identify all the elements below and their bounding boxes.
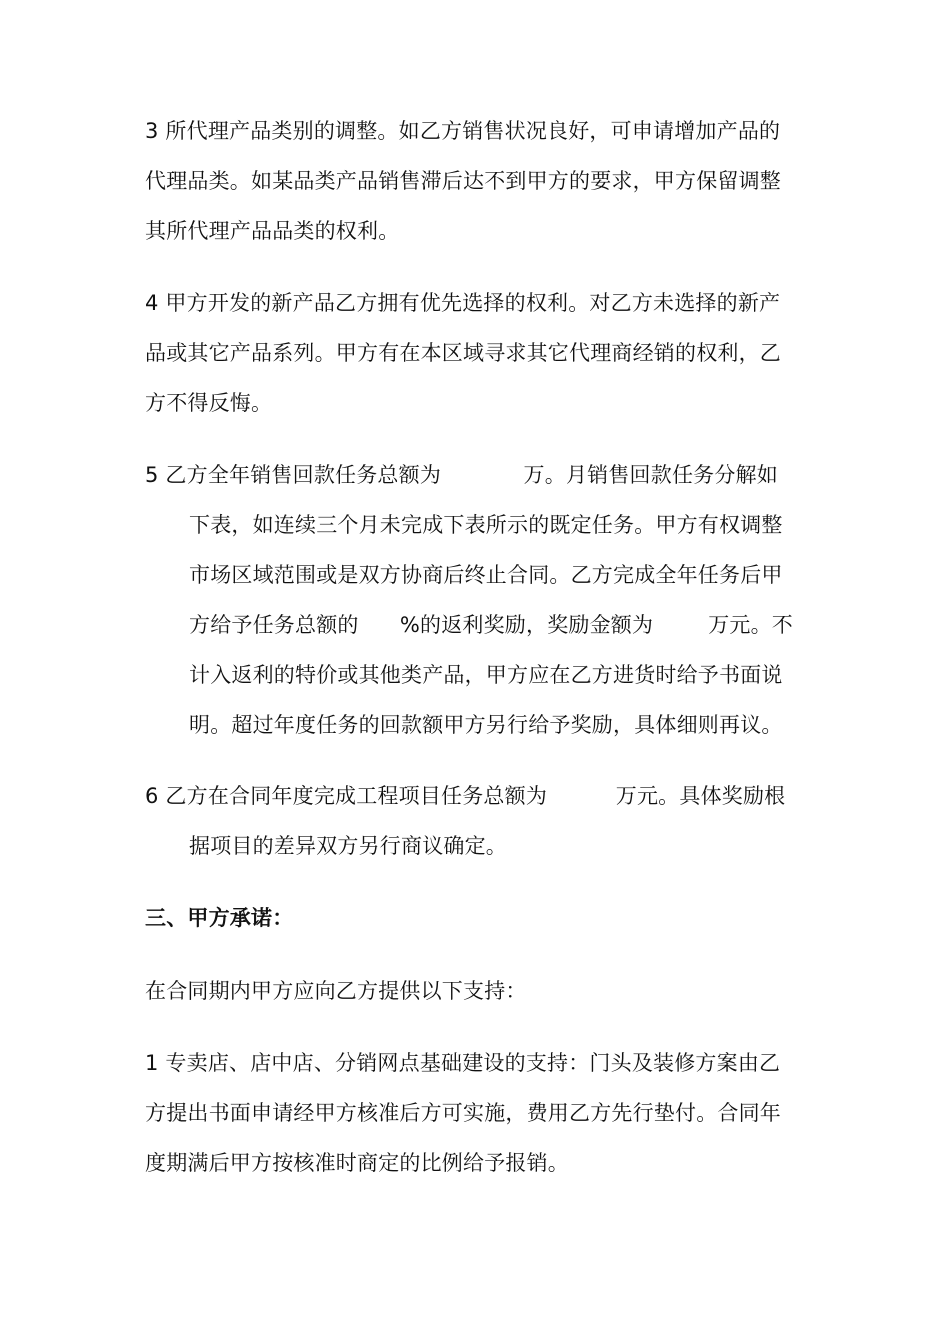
support-1-line-1: 1 专卖店、店中店、分销网点基础建设的支持：门头及装修方案由乙 (145, 1051, 781, 1075)
clause-6-line-2: 据项目的差异双方另行商议确定。 (189, 834, 507, 858)
section-3-heading (145, 893, 293, 943)
clause-4-paragraph (145, 278, 781, 428)
clause-4-line-2: 品或其它产品系列。甲方有在本区域寻求其它代理商经销的权利，乙 (145, 341, 781, 365)
clause-5-line-5: 计入返利的特价或其他类产品，甲方应在乙方进货时给予书面说 (189, 663, 783, 687)
clause-5-line-3: 市场区域范围或是双方协商后终止合同。乙方完成全年任务后甲 (189, 563, 783, 587)
support-1-line-3: 度期满后甲方按核准时商定的比例给予报销。 (145, 1151, 569, 1175)
clause-5-line-6: 明。超过年度任务的回款额甲方另行给予奖励，具体细则再议。 (189, 713, 783, 737)
clause-5-paragraph (145, 450, 793, 750)
section-3-heading-text: 三、甲方承诺： (145, 906, 294, 930)
clause-3-line-3: 其所代理产品品类的权利。 (145, 219, 400, 243)
support-1-paragraph (145, 1038, 781, 1188)
clause-3-line-2: 代理品类。如某品类产品销售滞后达不到甲方的要求，甲方保留调整 (145, 169, 781, 193)
clause-5-line-2: 下表，如连续三个月未完成下表所示的既定任务。甲方有权调整 (189, 513, 783, 537)
clause-6-paragraph (145, 771, 785, 871)
clause-5-line-1: 5 乙方全年销售回款任务总额为 万。月销售回款任务分解如 (145, 463, 778, 487)
clause-6-line-1: 6 乙方在合同年度完成工程项目任务总额为 万元。具体奖励根 (145, 784, 786, 808)
clause-5-line-4: 方给予任务总额的 %的返利奖励，奖励金额为 万元。不 (189, 613, 794, 637)
section-3-intro-paragraph (145, 966, 527, 1016)
section-3-intro-text: 在合同期内甲方应向乙方提供以下支持： (145, 979, 527, 1003)
clause-4-line-1: 4 甲方开发的新产品乙方拥有优先选择的权利。对乙方未选择的新产 (145, 291, 781, 315)
clause-3-line-1: 3 所代理产品类别的调整。如乙方销售状况良好，可申请增加产品的 (145, 119, 781, 143)
clause-3-paragraph (145, 106, 781, 256)
clause-4-line-3: 方不得反悔。 (145, 391, 273, 415)
support-1-line-2: 方提出书面申请经甲方核准后方可实施，费用乙方先行垫付。合同年 (145, 1101, 781, 1125)
